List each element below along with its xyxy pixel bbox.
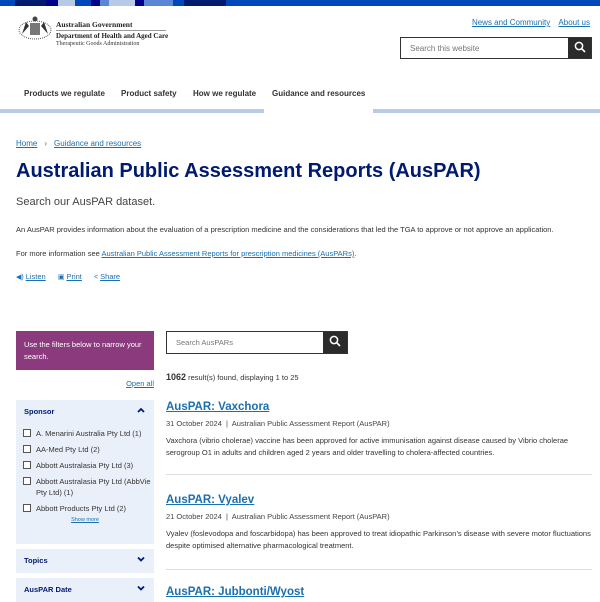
date-filter-toggle[interactable]: AusPAR Date [16,578,154,599]
result-divider [166,474,592,475]
sponsor-filter-toggle[interactable]: Sponsor [16,400,154,421]
sponsor-option[interactable]: Abbott Australasia Pty Ltd (AbbVie Pty Ltd) (1) [16,476,154,498]
sponsor-option[interactable]: A. Menarini Australia Pty Ltd (1) [16,428,154,439]
breadcrumb-guidance[interactable]: Guidance and resources [54,139,142,148]
result-item [166,401,592,459]
page-lead: Search our AusPAR dataset. [16,196,156,208]
logo-divider [56,30,166,31]
nav-guidance-resources[interactable]: Guidance and resources [272,89,366,98]
auspar-search-button[interactable] [323,332,347,353]
checkbox[interactable] [23,477,31,485]
result-meta: 31 October 2024 | Australian Public Assessment Report (AusPAR) [166,419,390,428]
site-search [400,37,592,59]
department-name: Department of Health and Aged Care [56,32,169,40]
result-description: Vaxchora (vibrio cholerae) vaccine has been approved for active immunisation against disease caused by Vibrio cholerae serogroup O1 in adults and children aged 2 years and older travelling to cholera-affected countries. [166,436,569,457]
site-search-button[interactable] [568,38,591,58]
printer-icon: ▣ [57,274,65,281]
checkbox[interactable] [23,504,31,512]
page-tools [16,272,130,281]
filter-instructions: Use the filters below to narrow your search. [16,331,154,370]
coat-of-arms-icon [16,14,54,44]
listen-link[interactable]: Listen [25,272,46,281]
search-icon [574,41,586,53]
speaker-icon: ◀) [16,274,24,281]
result-title-link[interactable]: AusPAR: Vaxchora [166,401,270,413]
chevron-down-icon [137,584,145,592]
about-us-link[interactable]: About us [558,18,590,27]
site-search-input[interactable] [401,38,569,58]
auspar-info-link[interactable]: Australian Public Assessment Reports for prescription medicines (AusPARs) [101,249,355,258]
nav-underline [0,109,264,113]
print-link[interactable]: Print [66,272,82,281]
date-filter-panel [16,578,154,602]
nav-underline [373,109,600,113]
result-meta: 21 October 2024 | Australian Public Assessment Report (AusPAR) [166,512,390,521]
auspar-search-input[interactable] [167,332,324,353]
sponsor-filter-panel [16,400,154,544]
open-all-link[interactable]: Open all [126,379,154,388]
utility-links [466,18,590,27]
gov-name: Australian Government [56,20,133,29]
news-community-link[interactable]: News and Community [471,18,551,27]
breadcrumb-home[interactable]: Home [16,139,38,148]
result-description: Vyalev (foslevodopa and foscarbidopa) has been approved to treat idiopathic Parkinson’s disease with severe motor fluctuations despite optimised alternative pharmacological treatment. [166,529,591,550]
auspar-search [166,331,348,354]
chevron-up-icon [137,406,145,414]
intro-paragraph: An AusPAR provides information about the evaluation of a prescription medicine and the considerations that led the TGA to approve or not approve an application. [16,225,554,234]
nav-products[interactable]: Products we regulate [24,89,105,98]
checkbox[interactable] [23,429,31,437]
sponsor-option[interactable]: Abbott Australasia Pty Ltd (3) [16,460,154,471]
result-item [166,586,592,598]
show-more-link[interactable]: Show more [71,517,99,523]
result-title-link[interactable]: AusPAR: Jubbonti/Wyost [166,586,305,598]
share-link[interactable]: Share [100,272,121,281]
checkbox[interactable] [23,445,31,453]
result-title-link[interactable]: AusPAR: Vyalev [166,494,255,506]
share-icon: < [93,274,99,281]
agency-name: Therapeutic Goods Administration [56,41,140,47]
result-item [166,494,592,552]
nav-product-safety[interactable]: Product safety [121,89,177,98]
breadcrumb [16,139,141,148]
more-info-paragraph: For more information see Australian Public Assessment Reports for prescription medicines (AusPARs). [16,249,357,258]
sponsor-option[interactable]: AA-Med Pty Ltd (2) [16,444,154,455]
result-divider [166,569,592,570]
checkbox[interactable] [23,461,31,469]
search-icon [329,335,341,347]
tga-logo[interactable] [16,13,176,53]
chevron-right-icon: › [44,139,48,148]
sponsor-option[interactable]: Abbott Products Pty Ltd (2) [16,503,154,514]
topics-filter-panel [16,549,154,573]
results-count: 1062 result(s) found, displaying 1 to 25 [166,372,299,382]
top-color-bar [0,0,600,6]
nav-how-we-regulate[interactable]: How we regulate [193,89,257,98]
page-title: Australian Public Assessment Reports (AusPAR) [16,160,481,182]
chevron-down-icon [137,555,145,563]
topics-filter-toggle[interactable]: Topics [16,549,154,570]
